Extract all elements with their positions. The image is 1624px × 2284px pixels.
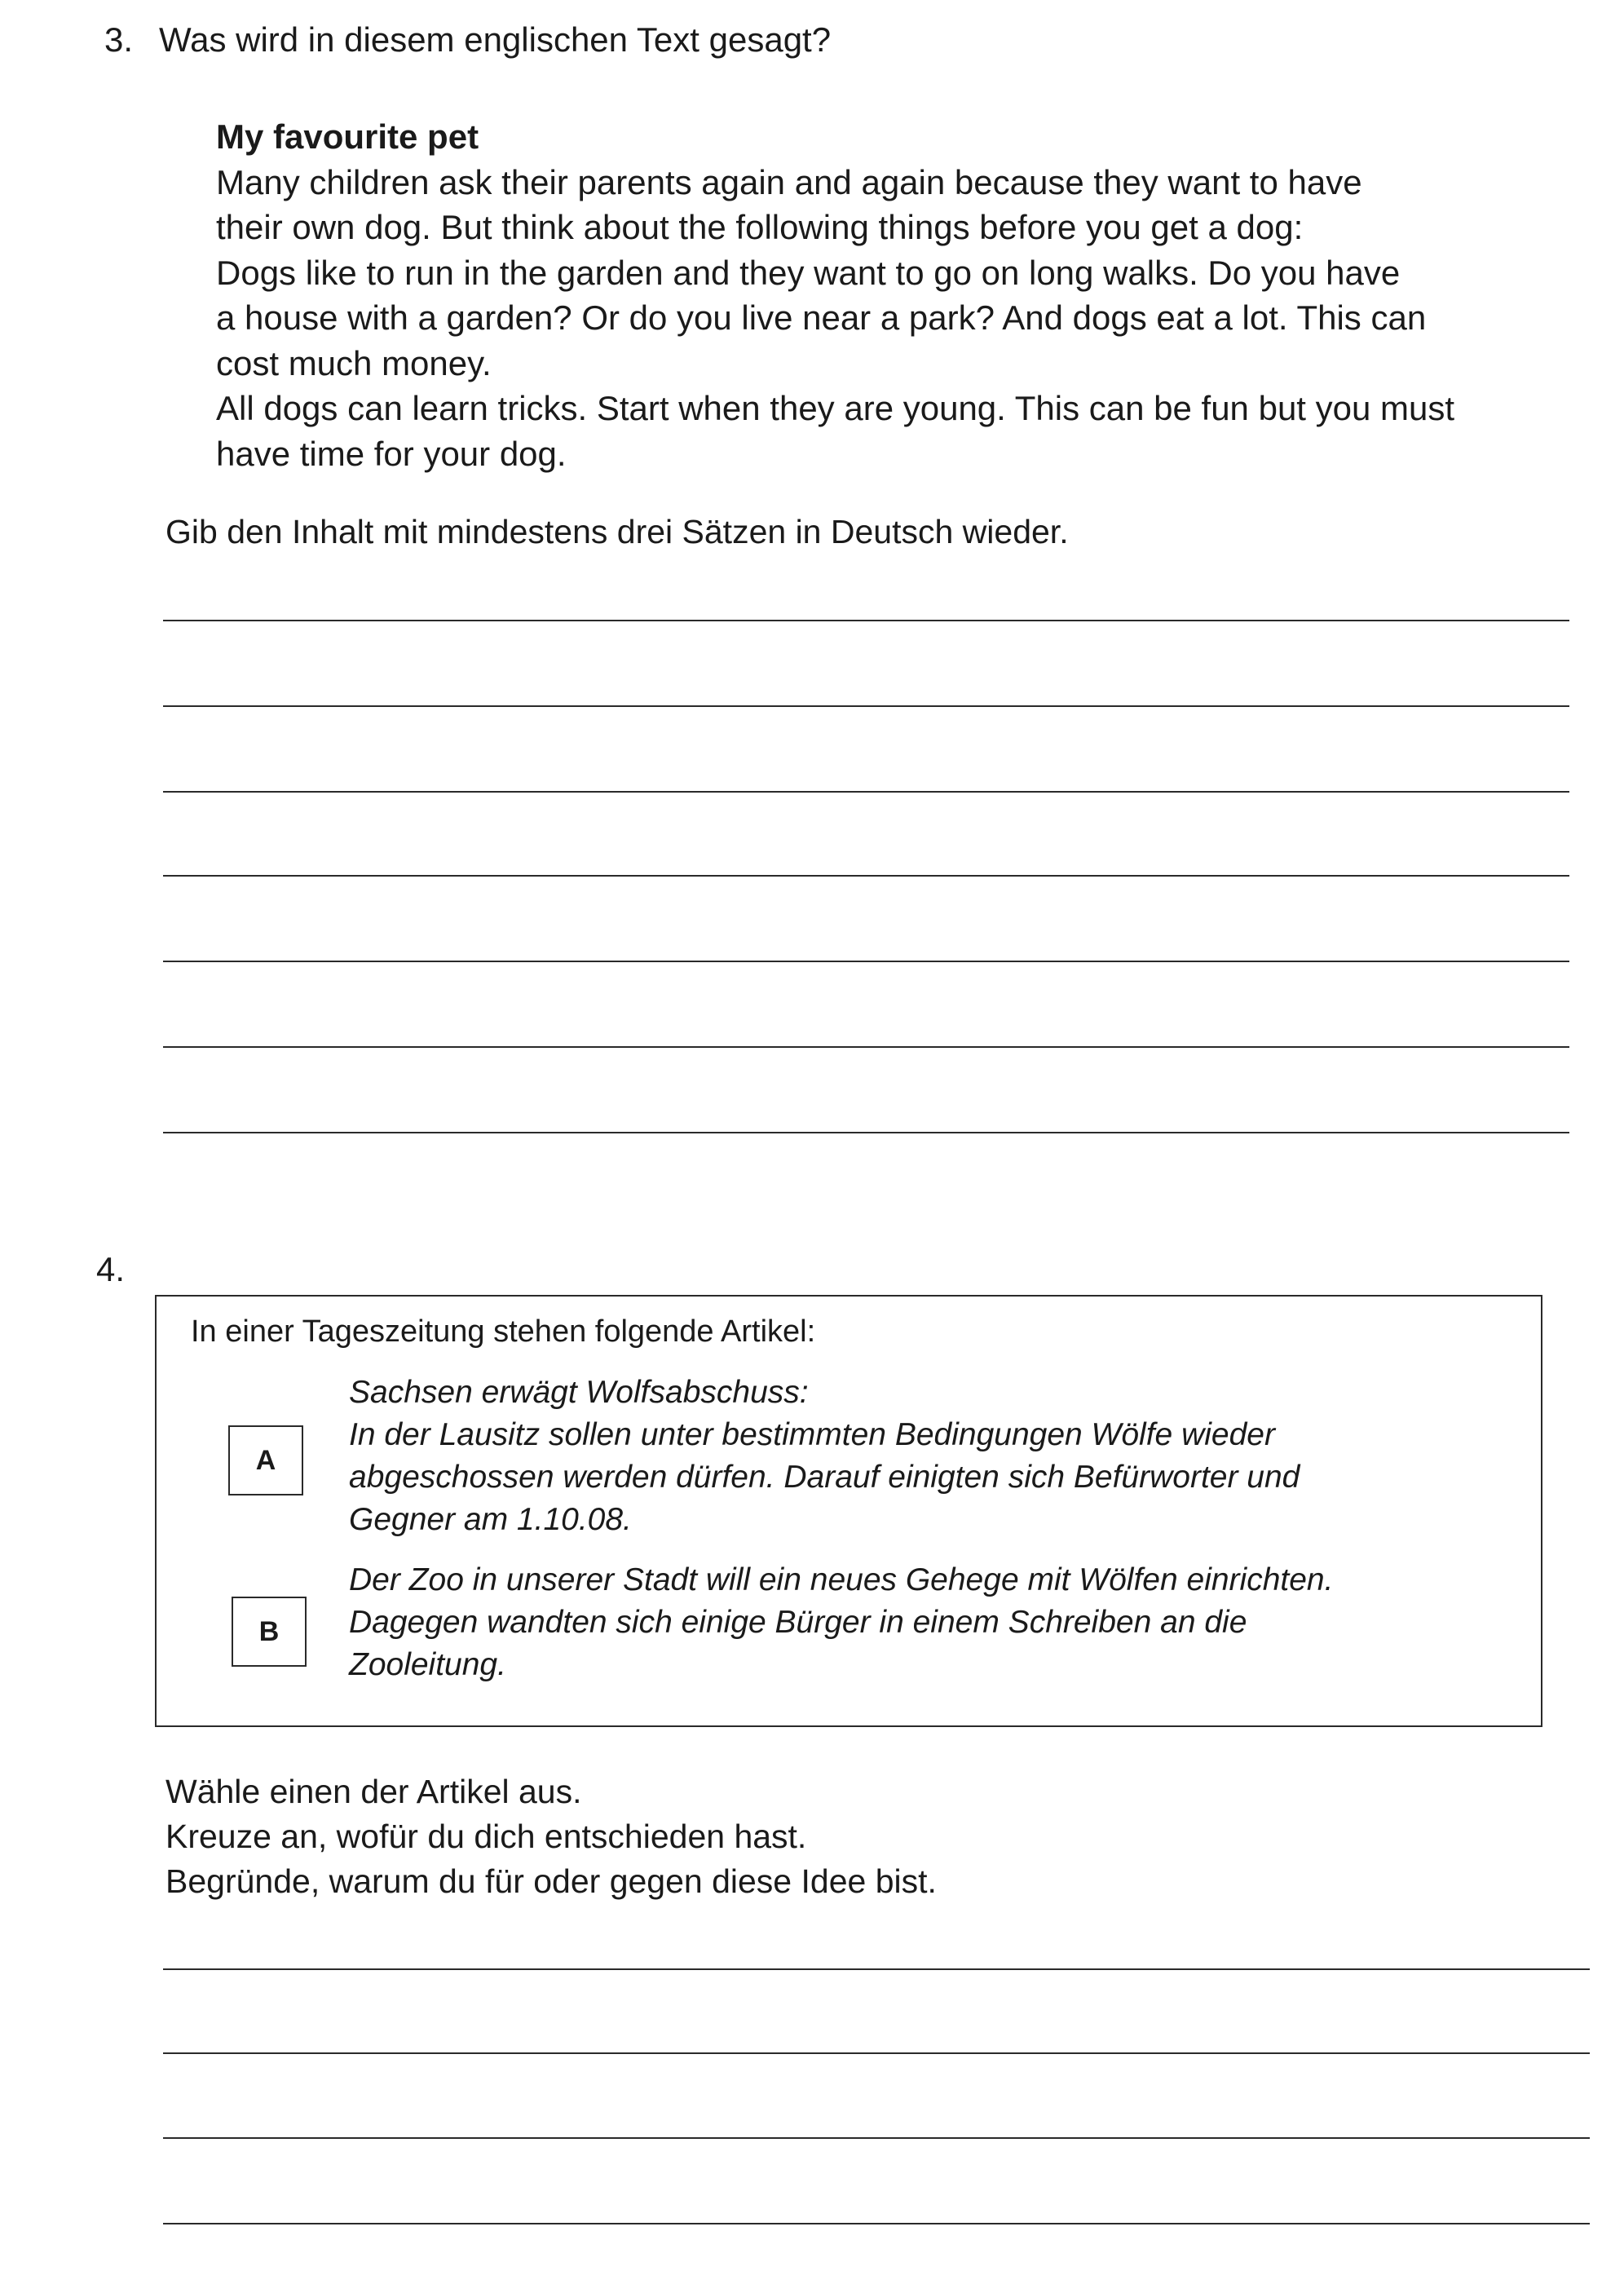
story-line: their own dog. But think about the following things before you get a dog: (216, 208, 1304, 246)
instruction-line: Kreuze an, wofür du dich entschieden hast. (165, 1818, 807, 1855)
answer-line[interactable] (163, 791, 1569, 793)
article-b-line: Der Zoo in unserer Stadt will ein neues Gehege mit Wölfen einrichten. (349, 1562, 1334, 1597)
english-story (216, 114, 1618, 476)
article-a-line: In der Lausitz sollen unter bestimmten Bedingungen Wölfe wieder (349, 1417, 1275, 1452)
article-a-text (349, 1372, 1300, 1541)
choice-box-b[interactable] (232, 1597, 307, 1667)
answer-line[interactable] (163, 2137, 1590, 2139)
article-b-line: Zooleitung. (349, 1647, 506, 1682)
article-a-headline: Sachsen erwägt Wolfsabschuss: (349, 1375, 809, 1410)
articles-intro: In einer Tageszeitung stehen folgende Artikel: (191, 1314, 816, 1349)
task-3-number: 3. (104, 20, 134, 59)
task-4-number: 4. (96, 1250, 126, 1288)
choice-box-a[interactable] (228, 1425, 303, 1495)
story-title: My favourite pet (216, 117, 479, 156)
answer-line[interactable] (163, 1046, 1569, 1048)
answer-line[interactable] (163, 2052, 1590, 2054)
answer-line[interactable] (163, 2223, 1590, 2224)
task-3-instruction: Gib den Inhalt mit mindestens drei Sätzen in Deutsch wieder. (165, 513, 1069, 550)
story-line: have time for your dog. (216, 434, 567, 473)
story-line: cost much money. (216, 343, 492, 382)
instruction-line: Wähle einen der Artikel aus. (165, 1773, 582, 1810)
story-line: a house with a garden? Or do you live near a park? And dogs eat a lot. This can (216, 298, 1427, 337)
answer-line[interactable] (163, 1132, 1569, 1133)
story-line: All dogs can learn tricks. Start when they are young. This can be fun but you must (216, 389, 1455, 427)
article-a-line: Gegner am 1.10.08. (349, 1502, 632, 1537)
answer-line[interactable] (163, 705, 1569, 707)
answer-line[interactable] (163, 620, 1569, 621)
article-b-text (349, 1559, 1333, 1686)
answer-line[interactable] (163, 875, 1569, 877)
story-line: Dogs like to run in the garden and they want to go on long walks. Do you have (216, 253, 1401, 292)
instruction-line: Begründe, warum du für oder gegen diese Idee bist. (165, 1862, 937, 1900)
choice-label-a: A (255, 1444, 276, 1476)
task-3-question: Was wird in diesem englischen Text gesagt? (159, 20, 832, 59)
story-line: Many children ask their parents again and again because they want to have (216, 162, 1362, 201)
article-a-line: abgeschossen werden dürfen. Darauf einigten sich Befürworter und (349, 1460, 1300, 1495)
answer-line[interactable] (163, 1968, 1590, 1970)
articles-box (155, 1295, 1542, 1727)
answer-line[interactable] (163, 961, 1569, 962)
task-4-instructions (165, 1769, 937, 1904)
article-b-line: Dagegen wandten sich einige Bürger in einem Schreiben an die (349, 1605, 1247, 1640)
choice-label-b: B (258, 1615, 280, 1647)
